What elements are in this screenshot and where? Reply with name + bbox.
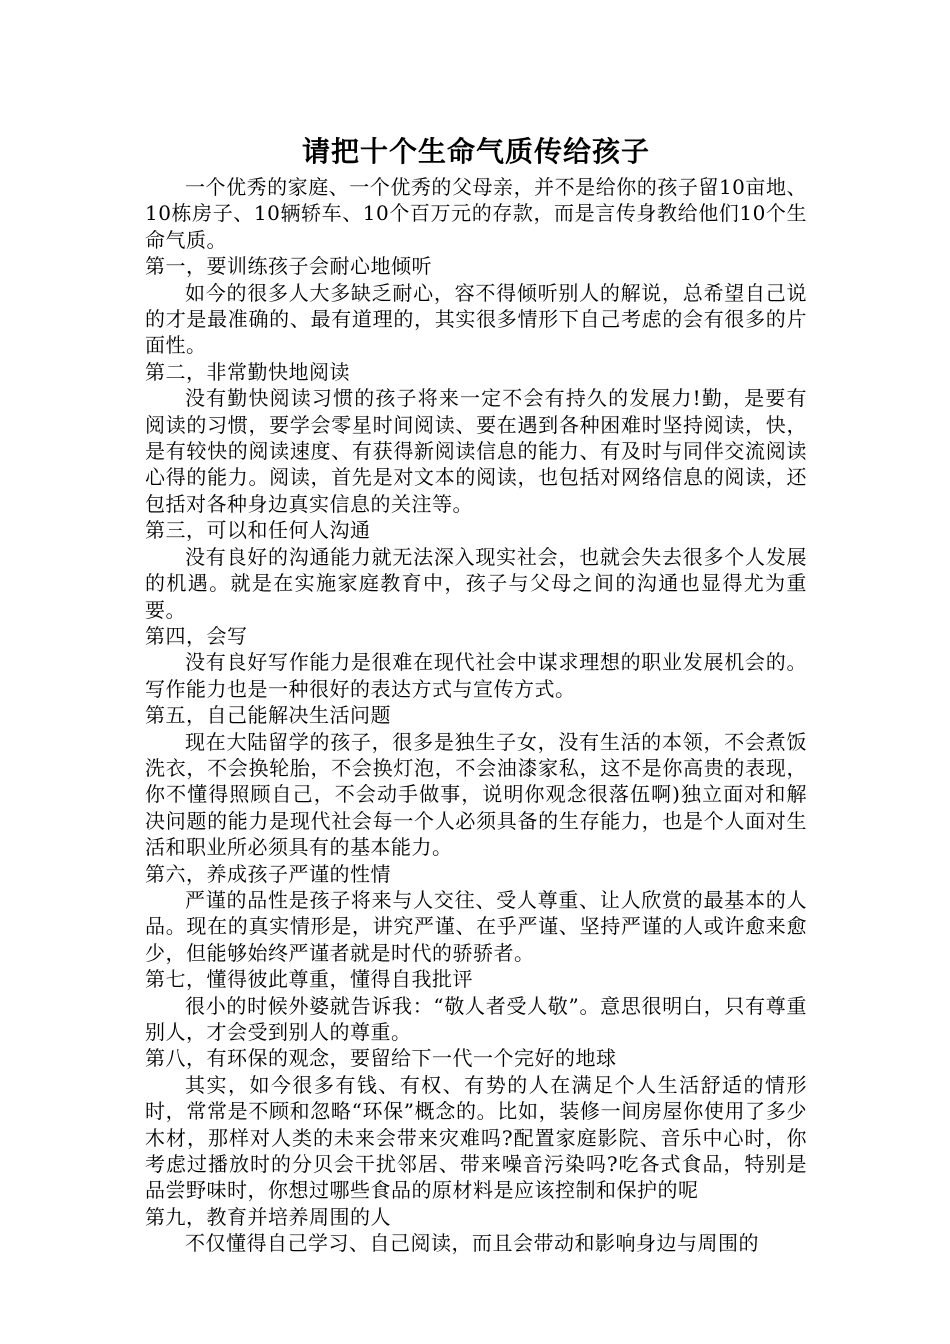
section-heading-6: 第六，养成孩子严谨的性情 — [145, 861, 391, 886]
section-body-1: 如今的很多人大多缺乏耐心，容不得倾听别人的解说，总希望自己说的才是最准确的、最有道理的，其实很多情形下自己考虑的会有很多的片面性。 — [145, 280, 807, 358]
section-body-5: 现在大陆留学的孩子，很多是独生子女，没有生活的本领，不会煮饭洗衣，不会换轮胎，不会换灯泡，不会油漆家私，这不是你高贵的表现，你不懂得照顾自己，不会动手做事，说明你观念很落伍啊)独立面对和解决问题的能力是现代社会每一个人必须具备的生存能力，也是个人面对生活和职业所必须具有的基本能力。 — [145, 729, 807, 860]
section-body-9: 不仅懂得自己学习、自己阅读，而且会带动和影响身边与周围的 — [185, 1231, 759, 1256]
section-heading-5: 第五，自己能解决生活问题 — [145, 703, 391, 728]
section-heading-1: 第一，要训练孩子会耐心地倾听 — [145, 254, 432, 279]
section-heading-4: 第四，会写 — [145, 623, 248, 648]
section-heading-7: 第七，懂得彼此尊重，懂得自我批评 — [145, 967, 473, 992]
section-heading-3: 第三，可以和任何人沟通 — [145, 518, 371, 543]
section-heading-2: 第二，非常勤快地阅读 — [145, 359, 350, 384]
section-heading-9: 第九，教育并培养周围的人 — [145, 1204, 391, 1229]
intro-paragraph: 一个优秀的家庭、一个优秀的父母亲，并不是给你的孩子留10亩地、10栋房子、10辆轿车、10个百万元的存款，而是言传身教给他们10个生命气质。 — [145, 175, 807, 252]
section-body-7: 很小的时候外婆就告诉我：“敬人者受人敬”。意思很明白，只有尊重别人，才会受到别人的尊重。 — [145, 993, 807, 1044]
document-page — [145, 130, 807, 1257]
section-body-2: 没有勤快阅读习惯的孩子将来一定不会有持久的发展力!勤，是要有阅读的习惯，要学会零星时间阅读、要在遇到各种困难时坚持阅读，快，是有较快的阅读速度、有获得新阅读信息的能力、有及时与同伴交流阅读心得的能力。阅读，首先是对文本的阅读，也包括对网络信息的阅读，还包括对各种身边真实信息的关注等。 — [145, 386, 807, 516]
document-title: 请把十个生命气质传给孩子 — [301, 135, 650, 168]
section-body-8: 其实，如今很多有钱、有权、有势的人在满足个人生活舒适的情形时，常常是不顾和忽略“环保”概念的。比如，装修一间房屋你使用了多少木材，那样对人类的未来会带来灾难吗?配置家庭影院、音乐中心时，你考虑过播放时的分贝会干扰邻居、带来噪音污染吗?吃各式食品，特别是品尝野味时，你想过哪些食品的原材料是应该控制和保护的呢 — [145, 1072, 807, 1203]
section-body-4: 没有良好写作能力是很难在现代社会中谋求理想的职业发展机会的。写作能力也是一种很好的表达方式与宣传方式。 — [145, 650, 807, 701]
section-body-3: 没有良好的沟通能力就无法深入现实社会，也就会失去很多个人发展的机遇。就是在实施家庭教育中，孩子与父母之间的沟通也显得尤为重要。 — [145, 544, 807, 622]
section-body-6: 严谨的品性是孩子将来与人交往、受人尊重、让人欣赏的最基本的人品。现在的真实情形是，讲究严谨、在乎严谨、坚持严谨的人或许愈来愈少，但能够始终严谨者就是时代的骄骄者。 — [145, 887, 807, 965]
section-heading-8: 第八，有环保的观念，要留给下一代一个完好的地球 — [145, 1046, 617, 1071]
